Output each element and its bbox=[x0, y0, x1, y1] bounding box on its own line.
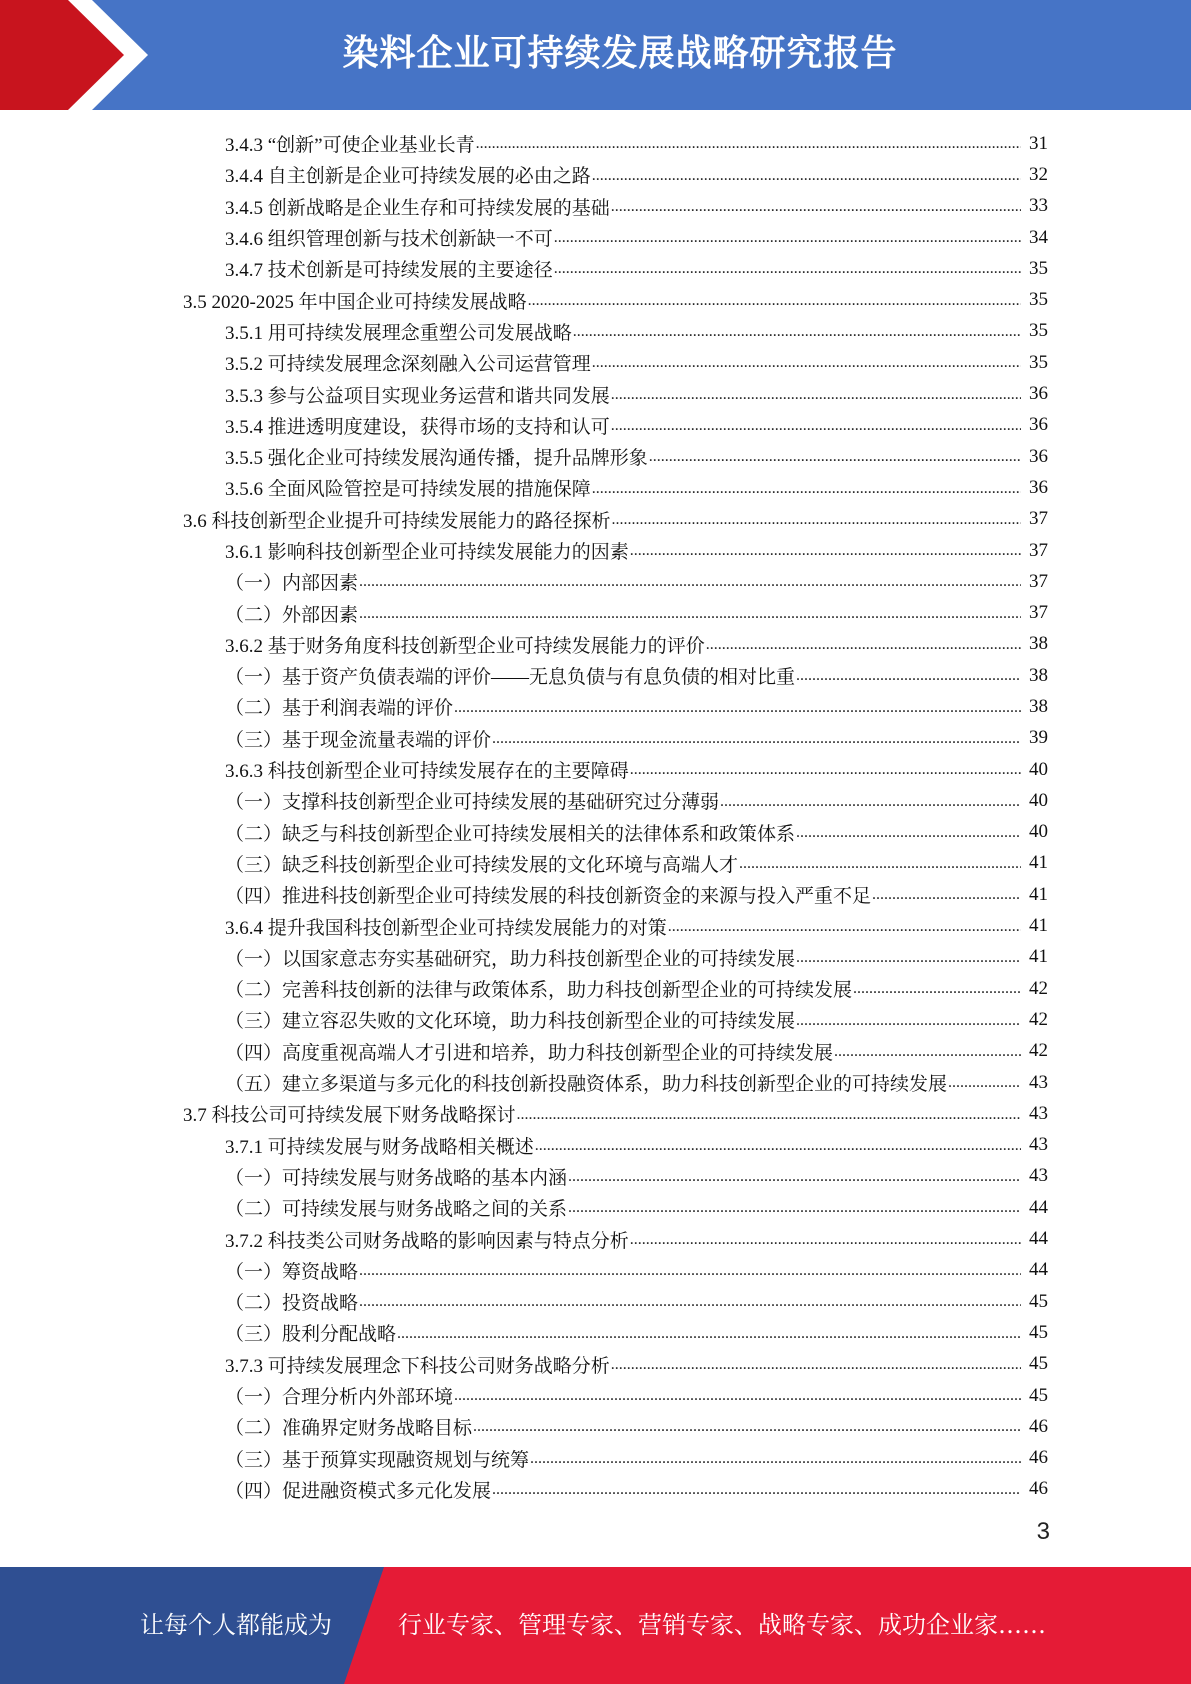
toc-leader-dots bbox=[611, 198, 1021, 222]
toc-entry-title: （二）外部因素 bbox=[225, 604, 359, 626]
toc-leader-dots bbox=[592, 354, 1021, 378]
toc-entry-page: 35 bbox=[1029, 351, 1048, 373]
toc-entry-title: （一）筹资战略 bbox=[225, 1261, 359, 1283]
toc-entry-page: 46 bbox=[1029, 1478, 1048, 1500]
toc-entry-page: 46 bbox=[1029, 1415, 1048, 1437]
toc-entry-title: （三）股利分配战略 bbox=[225, 1324, 397, 1346]
toc-entry-page: 39 bbox=[1029, 727, 1048, 749]
toc-entry-title: 3.6.1 影响科技创新型企业可持续发展能力的因素 bbox=[225, 542, 629, 563]
toc-entry[interactable] bbox=[0, 1130, 1191, 1161]
toc-entry-title: （二）完善科技创新的法律与政策体系，助力科技创新型企业的可持续发展 bbox=[225, 980, 853, 1002]
toc-entry-title: （五）建立多渠道与多元化的科技创新投融资体系，助力科技创新型企业的可持续发展 bbox=[225, 1074, 948, 1096]
toc-entry-page: 41 bbox=[1029, 915, 1048, 937]
toc-entry[interactable] bbox=[0, 1380, 1191, 1411]
toc-entry-title: 3.5.2 可持续发展理念深刻融入公司运营管理 bbox=[225, 354, 591, 376]
toc-leader-dots bbox=[454, 1387, 1021, 1411]
toc-entry-page: 31 bbox=[1029, 132, 1048, 154]
toc-entry[interactable] bbox=[0, 1192, 1191, 1223]
toc-leader-dots bbox=[492, 730, 1021, 754]
footer-slogan-left: 让每个人都能成为 bbox=[140, 1611, 332, 1639]
toc-entry-title: 3.6.4 提升我国科技创新型企业可持续发展能力的对策 bbox=[225, 917, 667, 939]
toc-entry-title: （一）合理分析内外部环境 bbox=[225, 1387, 454, 1409]
toc-entry-page: 41 bbox=[1029, 946, 1048, 968]
toc-entry-title: （一）可持续发展与财务战略的基本内涵 bbox=[225, 1167, 568, 1189]
toc-entry[interactable] bbox=[0, 1223, 1191, 1254]
toc-entry[interactable] bbox=[0, 629, 1191, 660]
toc-entry-page: 43 bbox=[1029, 1102, 1048, 1124]
toc-entry[interactable] bbox=[0, 1411, 1191, 1442]
toc-entry-page: 35 bbox=[1029, 320, 1048, 342]
toc-entry-title: （一）内部因素 bbox=[225, 573, 359, 595]
toc-entry[interactable] bbox=[0, 1004, 1191, 1035]
toc-entry-page: 44 bbox=[1029, 1196, 1048, 1218]
header-arrow-decoration bbox=[0, 0, 160, 110]
toc-leader-dots bbox=[948, 1074, 1021, 1098]
toc-leader-dots bbox=[568, 1199, 1021, 1223]
toc-entry[interactable] bbox=[0, 410, 1191, 441]
toc-leader-dots bbox=[359, 573, 1021, 597]
toc-leader-dots bbox=[359, 1262, 1021, 1286]
toc-entry-page: 36 bbox=[1029, 383, 1048, 405]
toc-entry[interactable] bbox=[0, 723, 1191, 754]
toc-entry-page: 37 bbox=[1029, 570, 1048, 592]
toc-entry-page: 40 bbox=[1029, 789, 1048, 811]
toc-entry-title: 3.5.3 参与公益项目实现业务运营和谐共同发展 bbox=[225, 385, 610, 407]
toc-leader-dots bbox=[530, 1450, 1021, 1474]
toc-entry-page: 40 bbox=[1029, 758, 1048, 780]
toc-leader-dots bbox=[554, 260, 1021, 284]
toc-leader-dots bbox=[649, 448, 1021, 472]
toc-entry-page: 38 bbox=[1029, 664, 1048, 686]
toc-entry[interactable] bbox=[0, 785, 1191, 816]
toc-entry[interactable] bbox=[0, 1161, 1191, 1192]
toc-entry-page: 45 bbox=[1029, 1321, 1048, 1343]
toc-entry[interactable] bbox=[0, 597, 1191, 628]
toc-leader-dots bbox=[706, 636, 1021, 660]
toc-entry[interactable] bbox=[0, 1442, 1191, 1473]
toc-entry-page: 37 bbox=[1029, 539, 1048, 561]
toc-entry-page: 45 bbox=[1029, 1353, 1048, 1375]
toc-leader-dots bbox=[492, 1481, 1021, 1505]
toc-entry-title: （三）基于预算实现融资规划与统筹 bbox=[225, 1449, 530, 1471]
toc-entry[interactable] bbox=[0, 1474, 1191, 1505]
toc-entry-title: （四）高度重视高端人才引进和培养，助力科技创新型企业的可持续发展 bbox=[225, 1042, 834, 1064]
toc-entry[interactable] bbox=[0, 1067, 1191, 1098]
page-header bbox=[0, 0, 1191, 110]
toc-leader-dots bbox=[796, 949, 1021, 973]
toc-entry-title: 3.5.1 用可持续发展理念重塑公司发展战略 bbox=[225, 322, 572, 344]
toc-entry-page: 37 bbox=[1029, 602, 1048, 624]
page-number: 3 bbox=[1036, 1518, 1050, 1545]
toc-entry-page: 45 bbox=[1029, 1290, 1048, 1312]
toc-entry[interactable] bbox=[0, 1098, 1191, 1129]
toc-entry-page: 46 bbox=[1029, 1447, 1048, 1469]
toc-entry-page: 38 bbox=[1029, 633, 1048, 655]
footer-slogan-right: 行业专家、管理专家、营销专家、战略专家、成功企业家…… bbox=[398, 1611, 1046, 1639]
toc-entry-page: 44 bbox=[1029, 1259, 1048, 1281]
toc-entry[interactable] bbox=[0, 1317, 1191, 1348]
toc-entry-title: 3.4.3 “创新”可使企业基业长青 bbox=[225, 135, 475, 157]
toc-entry-page: 43 bbox=[1029, 1165, 1048, 1187]
toc-entry-title: 3.5.4 推进透明度建设，获得市场的支持和认可 bbox=[225, 416, 610, 438]
toc-entry-title: 3.4.6 组织管理创新与技术创新缺一不可 bbox=[225, 229, 553, 251]
toc-entry-page: 34 bbox=[1029, 226, 1048, 248]
toc-entry-page: 44 bbox=[1029, 1228, 1048, 1250]
toc-entry-title: （四）促进融资模式多元化发展 bbox=[225, 1480, 492, 1502]
toc-entry[interactable] bbox=[0, 378, 1191, 409]
toc-leader-dots bbox=[853, 980, 1021, 1004]
toc-entry-page: 41 bbox=[1029, 852, 1048, 874]
toc-entry[interactable] bbox=[0, 128, 1191, 159]
toc-entry[interactable] bbox=[0, 284, 1191, 315]
toc-leader-dots bbox=[359, 605, 1021, 629]
toc-entry[interactable] bbox=[0, 472, 1191, 503]
toc-entry[interactable] bbox=[0, 441, 1191, 472]
toc-entry[interactable] bbox=[0, 347, 1191, 378]
toc-entry-page: 43 bbox=[1029, 1071, 1048, 1093]
table-of-contents bbox=[0, 128, 1191, 1505]
toc-entry-title: （二）缺乏与科技创新型企业可持续发展相关的法律体系和政策体系 bbox=[225, 823, 796, 845]
toc-leader-dots bbox=[872, 886, 1021, 910]
toc-entry[interactable] bbox=[0, 504, 1191, 535]
toc-entry[interactable] bbox=[0, 910, 1191, 941]
toc-leader-dots bbox=[720, 793, 1021, 817]
toc-leader-dots bbox=[739, 855, 1021, 879]
toc-entry-title: （一）支撑科技创新型企业可持续发展的基础研究过分薄弱 bbox=[225, 792, 720, 814]
toc-entry-page: 35 bbox=[1029, 257, 1048, 279]
toc-entry-page: 36 bbox=[1029, 476, 1048, 498]
toc-entry-title: （二）可持续发展与财务战略之间的关系 bbox=[225, 1199, 568, 1221]
toc-entry-title: （四）推进科技创新型企业可持续发展的科技创新资金的来源与投入严重不足 bbox=[225, 886, 872, 908]
toc-entry-page: 42 bbox=[1029, 1040, 1048, 1062]
toc-leader-dots bbox=[573, 323, 1021, 347]
toc-leader-dots bbox=[592, 167, 1021, 191]
toc-leader-dots bbox=[630, 542, 1021, 566]
toc-entry-title: （一）基于资产负债表端的评价——无息负债与有息负债的相对比重 bbox=[225, 667, 796, 689]
toc-entry-page: 35 bbox=[1029, 289, 1048, 311]
toc-entry[interactable] bbox=[0, 942, 1191, 973]
toc-entry-page: 43 bbox=[1029, 1134, 1048, 1156]
toc-leader-dots bbox=[476, 135, 1021, 159]
toc-entry-title: 3.6.2 基于财务角度科技创新型企业可持续发展能力的评价 bbox=[225, 635, 705, 657]
toc-entry-page: 42 bbox=[1029, 1008, 1048, 1030]
toc-entry-title: 3.7.1 可持续发展与财务战略相关概述 bbox=[225, 1136, 534, 1158]
toc-entry-page: 45 bbox=[1029, 1384, 1048, 1406]
toc-entry[interactable] bbox=[0, 566, 1191, 597]
document-title: 染料企业可持续发展战略研究报告 bbox=[342, 33, 898, 74]
toc-leader-dots bbox=[592, 480, 1021, 504]
toc-entry[interactable] bbox=[0, 817, 1191, 848]
toc-leader-dots bbox=[611, 1356, 1021, 1380]
toc-leader-dots bbox=[535, 1137, 1021, 1161]
toc-leader-dots bbox=[630, 1231, 1021, 1255]
toc-entry[interactable] bbox=[0, 159, 1191, 190]
toc-entry-page: 41 bbox=[1029, 883, 1048, 905]
toc-entry-title: （三）基于现金流量表端的评价 bbox=[225, 729, 492, 751]
toc-leader-dots bbox=[834, 1043, 1021, 1067]
toc-entry-title: （二）准确界定财务战略目标 bbox=[225, 1418, 473, 1440]
toc-entry-title: （三）缺乏科技创新型企业可持续发展的文化环境与高端人才 bbox=[225, 854, 739, 876]
toc-entry[interactable] bbox=[0, 973, 1191, 1004]
toc-entry-page: 40 bbox=[1029, 821, 1048, 843]
toc-leader-dots bbox=[473, 1418, 1021, 1442]
toc-entry-page: 32 bbox=[1029, 163, 1048, 185]
toc-entry[interactable] bbox=[0, 1036, 1191, 1067]
toc-leader-dots bbox=[611, 417, 1021, 441]
toc-leader-dots bbox=[359, 1293, 1021, 1317]
toc-entry-title: 3.4.4 自主创新是企业可持续发展的必由之路 bbox=[225, 166, 591, 188]
toc-leader-dots bbox=[568, 1168, 1021, 1192]
toc-entry[interactable] bbox=[0, 879, 1191, 910]
toc-leader-dots bbox=[517, 1106, 1021, 1130]
page-footer bbox=[0, 1567, 1191, 1684]
toc-entry-title: （二）基于利润表端的评价 bbox=[225, 698, 454, 720]
toc-entry-page: 42 bbox=[1029, 977, 1048, 999]
toc-entry-title: 3.6 科技创新型企业提升可持续发展能力的路径探析 bbox=[183, 510, 611, 532]
toc-leader-dots bbox=[796, 1012, 1021, 1036]
toc-entry-title: 3.4.5 创新战略是企业生存和可持续发展的基础 bbox=[225, 197, 610, 219]
toc-entry[interactable] bbox=[0, 1255, 1191, 1286]
toc-entry-page: 33 bbox=[1029, 195, 1048, 217]
toc-entry-title: （三）建立容忍失败的文化环境，助力科技创新型企业的可持续发展 bbox=[225, 1011, 796, 1033]
toc-entry-title: 3.7.2 科技类公司财务战略的影响因素与特点分析 bbox=[225, 1230, 629, 1252]
toc-entry[interactable] bbox=[0, 191, 1191, 222]
toc-entry-title: 3.5 2020-2025 年中国企业可持续发展战略 bbox=[183, 291, 527, 313]
toc-entry[interactable] bbox=[0, 848, 1191, 879]
toc-entry-page: 37 bbox=[1029, 508, 1048, 530]
toc-entry[interactable] bbox=[0, 660, 1191, 691]
toc-entry[interactable] bbox=[0, 316, 1191, 347]
toc-leader-dots bbox=[397, 1325, 1021, 1349]
toc-entry[interactable] bbox=[0, 1349, 1191, 1380]
toc-entry-title: 3.4.7 技术创新是可持续发展的主要途径 bbox=[225, 260, 553, 282]
toc-entry-title: （一）以国家意志夯实基础研究，助力科技创新型企业的可持续发展 bbox=[225, 948, 796, 970]
toc-entry-page: 38 bbox=[1029, 695, 1048, 717]
toc-entry-title: （二）投资战略 bbox=[225, 1293, 359, 1315]
toc-leader-dots bbox=[611, 386, 1021, 410]
toc-entry-title: 3.5.5 强化企业可持续发展沟通传播，提升品牌形象 bbox=[225, 448, 648, 470]
toc-entry[interactable] bbox=[0, 691, 1191, 722]
toc-entry-page: 36 bbox=[1029, 414, 1048, 436]
toc-leader-dots bbox=[668, 918, 1021, 942]
toc-entry-title: 3.7 科技公司可持续发展下财务战略探讨 bbox=[183, 1105, 516, 1127]
toc-leader-dots bbox=[454, 699, 1021, 723]
toc-leader-dots bbox=[796, 824, 1021, 848]
toc-entry[interactable] bbox=[0, 754, 1191, 785]
toc-entry-title: 3.7.3 可持续发展理念下科技公司财务战略分析 bbox=[225, 1355, 610, 1377]
toc-leader-dots bbox=[630, 761, 1021, 785]
toc-entry[interactable] bbox=[0, 222, 1191, 253]
toc-entry-title: 3.5.6 全面风险管控是可持续发展的措施保障 bbox=[225, 479, 591, 501]
toc-leader-dots bbox=[554, 229, 1021, 253]
toc-entry[interactable] bbox=[0, 1286, 1191, 1317]
toc-entry-title: 3.6.3 科技创新型企业可持续发展存在的主要障碍 bbox=[225, 761, 629, 783]
toc-entry[interactable] bbox=[0, 253, 1191, 284]
toc-leader-dots bbox=[796, 667, 1021, 691]
toc-entry[interactable] bbox=[0, 535, 1191, 566]
toc-leader-dots bbox=[612, 511, 1021, 535]
toc-leader-dots bbox=[528, 292, 1021, 316]
toc-entry-page: 36 bbox=[1029, 445, 1048, 467]
